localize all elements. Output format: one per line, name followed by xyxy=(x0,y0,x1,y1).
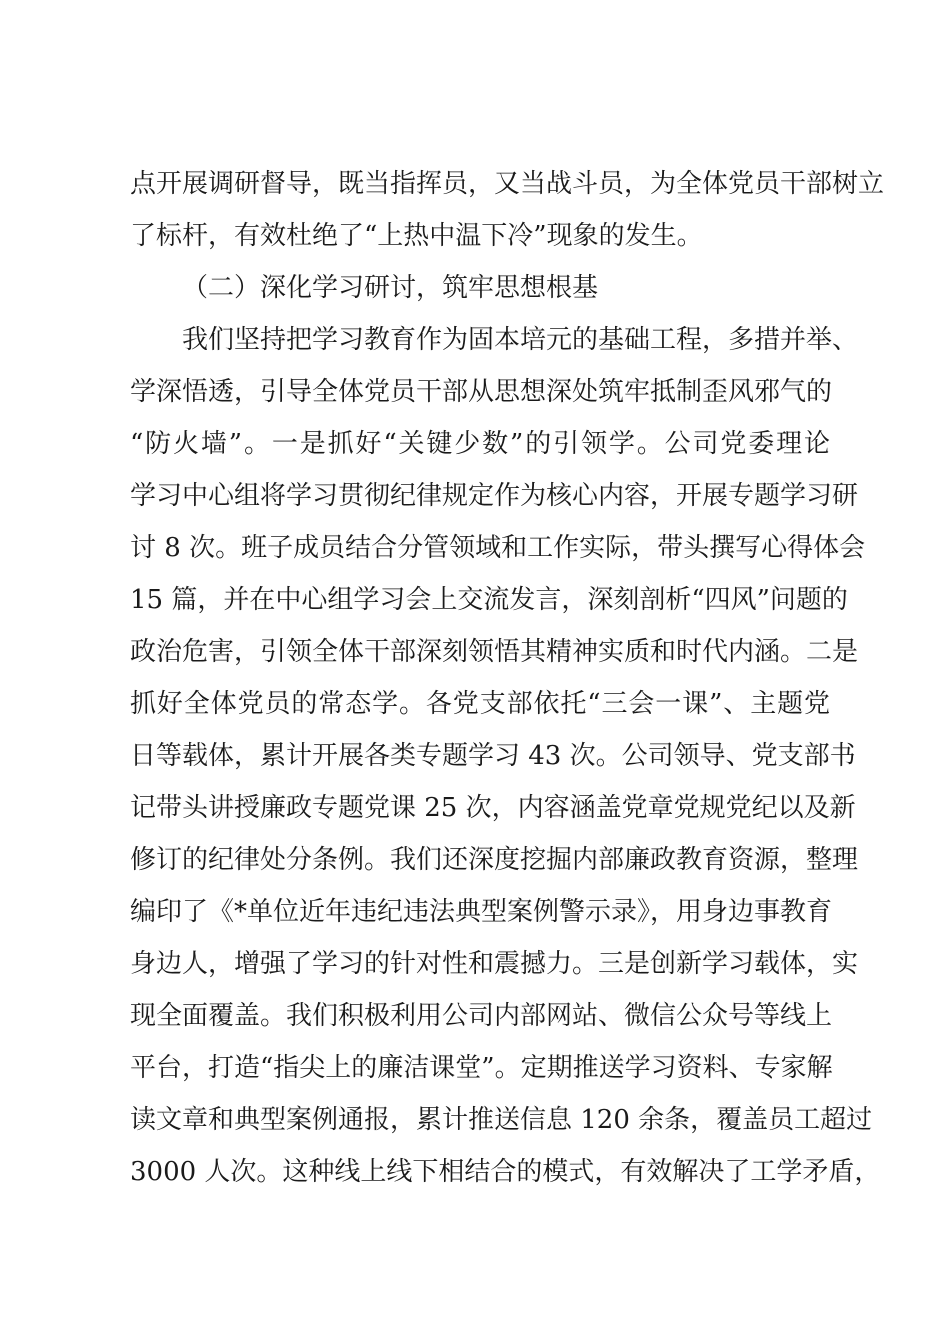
text-line: 学习中心组将学习贯彻纪律规定作为核心内容，开展专题学习研 xyxy=(130,481,859,511)
text-line: 了标杆，有效杜绝了“上热中温下冷”现象的发生。 xyxy=(130,221,703,251)
document-body xyxy=(130,158,885,1198)
text-line: 我们坚持把学习教育作为固本培元的基础工程，多措并举、 xyxy=(182,325,859,355)
section-heading: （二）深化学习研讨，筑牢思想根基 xyxy=(182,273,599,303)
text-line: 抓好全体党员的常态学。各党支部依托“三会一课”、主题党 xyxy=(130,689,830,719)
text-line: 编印了《*单位近年违纪违法典型案例警示录》，用身边事教育 xyxy=(130,897,833,927)
text-line: 学深悟透，引导全体党员干部从思想深处筑牢抵制歪风邪气的 xyxy=(130,377,833,407)
text-line: 修订的纪律处分条例。我们还深度挖掘内部廉政教育资源，整理 xyxy=(130,845,859,875)
text-line: 记带头讲授廉政专题党课 25 次，内容涵盖党章党规党纪以及新 xyxy=(130,793,856,823)
text-line: 点开展调研督导，既当指挥员，又当战斗员，为全体党员干部树立 xyxy=(130,169,885,199)
text-line: 读文章和典型案例通报，累计推送信息 120 余条，覆盖员工超过 xyxy=(130,1105,873,1135)
text-line: 平台，打造“指尖上的廉洁课堂”。定期推送学习资料、专家解 xyxy=(130,1053,833,1083)
text-line: 15 篇，并在中心组学习会上交流发言，深刻剖析“四风”问题的 xyxy=(130,585,848,615)
text-line: 政治危害，引领全体干部深刻领悟其精神实质和时代内涵。二是 xyxy=(130,637,859,667)
text-line: 现全面覆盖。我们积极利用公司内部网站、微信公众号等线上 xyxy=(130,1001,833,1031)
text-line: 身边人，增强了学习的针对性和震撼力。三是创新学习载体，实 xyxy=(130,949,859,979)
text-line: 3000 人次。这种线上线下相结合的模式，有效解决了工学矛盾， xyxy=(130,1157,881,1187)
text-line: 讨 8 次。班子成员结合分管领域和工作实际，带头撰写心得体会 xyxy=(130,533,866,563)
text-line: “防火墙”。一是抓好“关键少数”的引领学。公司党委理论 xyxy=(130,429,830,459)
text-line: 日等载体，累计开展各类专题学习 43 次。公司领导、党支部书 xyxy=(130,741,856,771)
